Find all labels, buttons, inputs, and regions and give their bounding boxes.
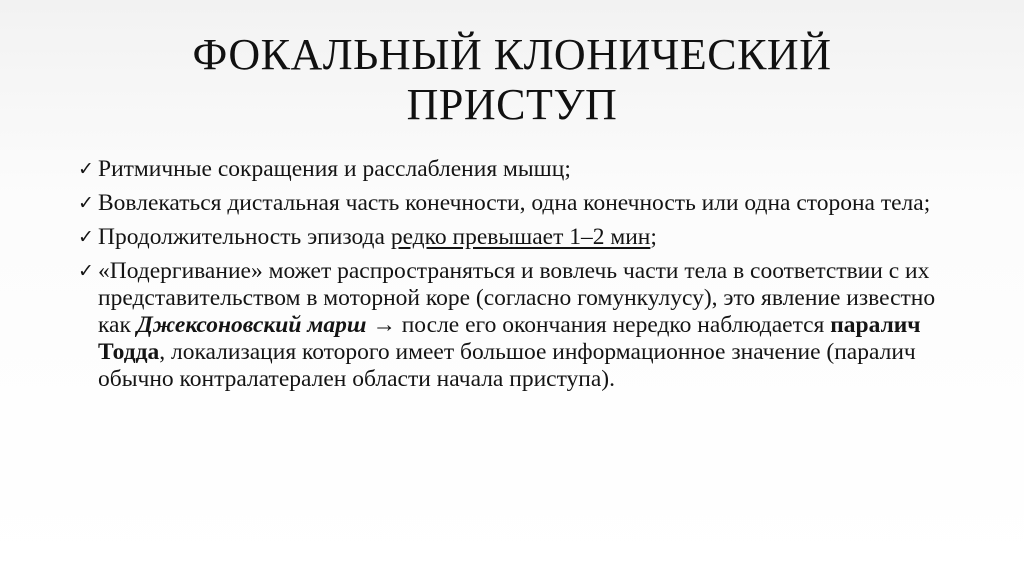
checkmark-icon: ✓ <box>78 260 94 282</box>
jacksonian-march-term: Джексоновский марш <box>136 312 367 338</box>
bullet-text: , локализация которого имеет большое информационное значение (паралич обычно контралатерален области начала приступа). <box>98 339 916 392</box>
bullet-item <box>78 190 958 217</box>
bullet-text: Продолжительность эпизода <box>98 224 391 250</box>
checkmark-icon: ✓ <box>78 192 94 214</box>
bullet-item <box>78 258 958 393</box>
slide-title-line-1: ФОКАЛЬНЫЙ КЛОНИЧЕСКИЙ <box>192 30 832 79</box>
bullet-list <box>78 156 958 400</box>
bullet-text: Ритмичные сокращения и расслабления мышц; <box>98 156 571 182</box>
bullet-text-end: ; <box>650 224 657 250</box>
checkmark-icon: ✓ <box>78 158 94 180</box>
bullet-text: «Подергивание» может распространяться и вовлечь части тела в соответствии с их представительством в моторной коре (согласно гомункулусу), это явление известно как <box>98 258 936 338</box>
slide-title-line-2: ПРИСТУП <box>406 80 618 129</box>
bullet-text: Вовлекаться дистальная часть конечности, одна конечность или одна сторона тела; <box>98 190 931 216</box>
underlined-duration: редко превышает 1–2 мин <box>390 224 651 250</box>
bullet-item <box>78 156 958 183</box>
slide-title <box>0 30 1024 130</box>
checkmark-icon: ✓ <box>78 226 94 248</box>
bullet-text: → после его окончания нередко наблюдается <box>366 312 831 338</box>
todd-paralysis-term: паралич Тодда <box>98 312 921 365</box>
bullet-item <box>78 224 958 251</box>
